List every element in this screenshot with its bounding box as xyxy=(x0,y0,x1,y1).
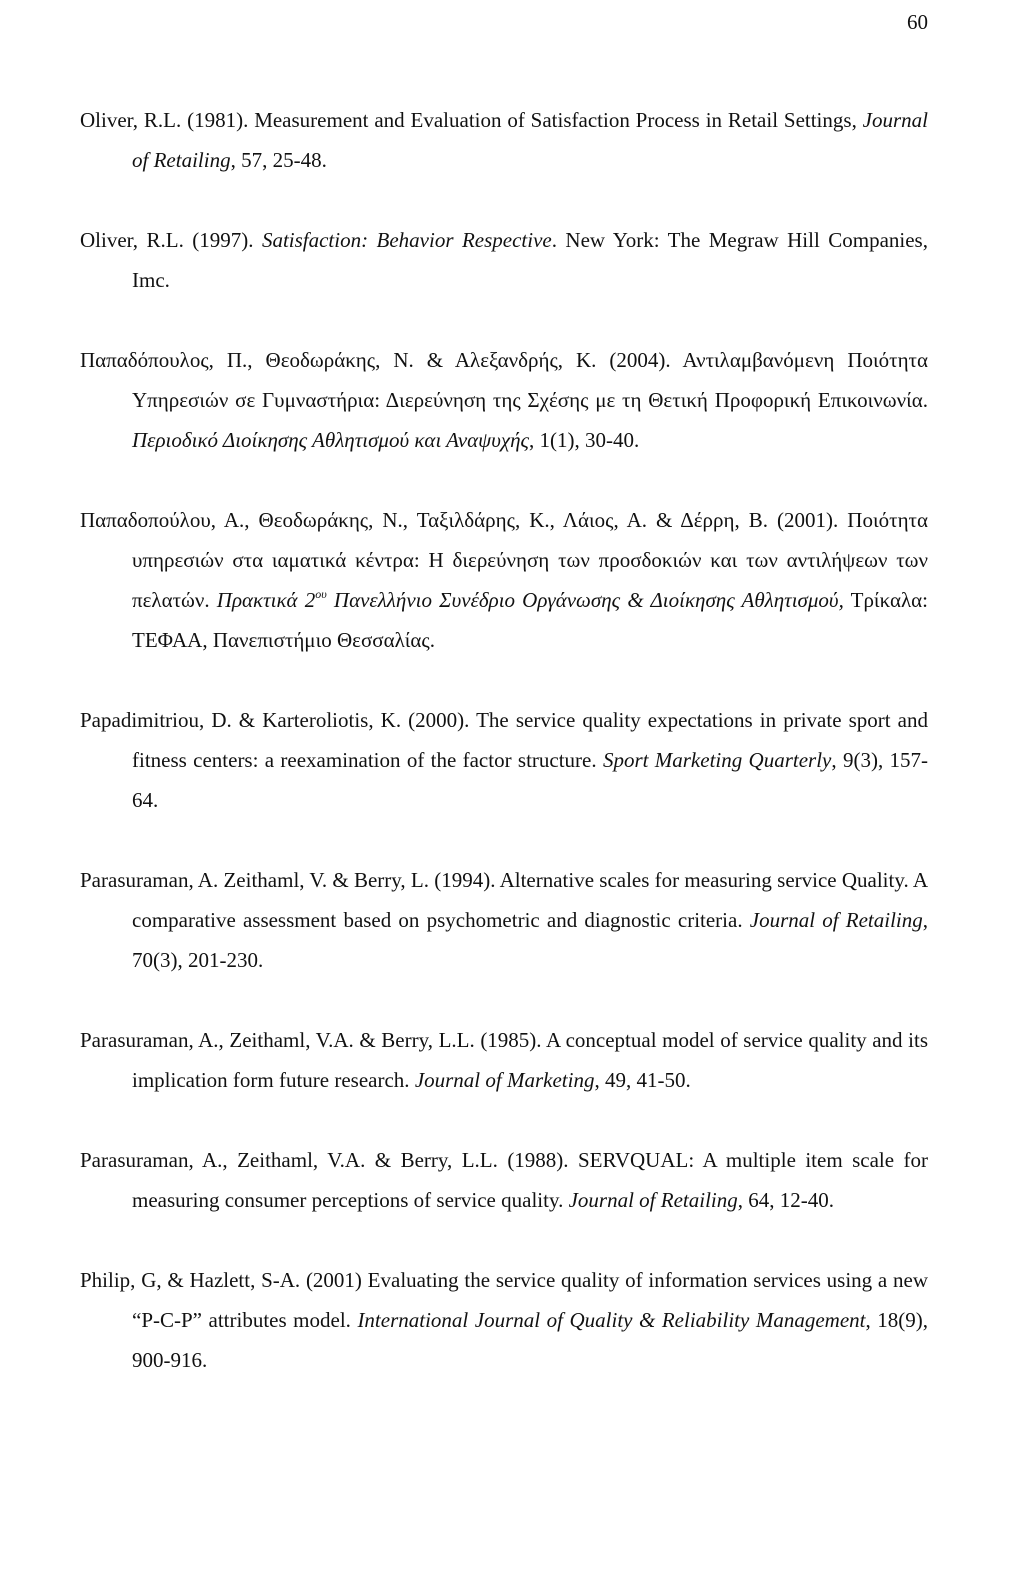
ref-text: Parasuraman, A., Zeithaml, V.A. & Berry, L.L. (1985). A conceptual model of service quality and its implication form future research. xyxy=(80,1028,928,1092)
reference-entry xyxy=(80,1140,928,1220)
ref-text: Παπαδόπουλος, Π., Θεοδωράκης, Ν. & Αλεξανδρής, Κ. (2004). Αντιλαμβανόμενη Ποιότητα Υπηρεσιών σε Γυμναστήρια: Διερεύνηση της Σχέσης με τη Θετική Προφορική Επικοινωνία. xyxy=(80,348,928,412)
ref-text: Τρίκαλα: ΤΕΦΑΑ, Πανεπιστήμιο Θεσσαλίας. xyxy=(132,588,928,652)
ref-journal: Journal of Retailing xyxy=(568,1188,738,1212)
ref-text: Oliver, R.L. (1997). xyxy=(80,228,262,252)
ref-journal: Journal of Marketing xyxy=(414,1068,595,1092)
ref-journal: International Journal of Quality & Reliability Management xyxy=(357,1308,866,1332)
page-number: 60 xyxy=(907,10,928,34)
ref-text: Oliver, R.L. (1981). Measurement and Evaluation of Satisfaction Process in Retail Settings, xyxy=(80,108,863,132)
ref-text: , 70(3), 201-230. xyxy=(132,908,928,972)
ref-text: Παπαδοπούλου, Α., Θεοδωράκης, Ν., Ταξιλδάρης, Κ., Λάιος, Α. & Δέρρη, Β. (2001). Ποιότητα υπηρεσιών στα ιαματικά κέντρα: Η διερεύνηση των προσδοκιών και των αντιλήψεων των πελατών. xyxy=(80,508,928,612)
reference-entry xyxy=(80,500,928,660)
ref-journal: Sport Marketing Quarterly xyxy=(602,748,832,772)
ref-text: Philip, G, & Hazlett, S-A. (2001) Evaluating the service quality of information services using a new “P-C-P” attributes model. xyxy=(80,1268,928,1332)
ref-text: Papadimitriou, D. & Karteroliotis, K. (2000). The service quality expectations in private sport and fitness centers: a reexamination of the factor structure. xyxy=(80,708,928,772)
ref-text: , 1(1), 30-40. xyxy=(529,428,640,452)
ref-title: Satisfaction: Behavior Respective xyxy=(261,228,552,252)
ref-superscript: ου xyxy=(315,587,327,601)
ref-journal: Journal of Retailing xyxy=(749,908,923,932)
reference-entry xyxy=(80,860,928,980)
ref-text: , 64, 12-40. xyxy=(737,1188,834,1212)
reference-entry xyxy=(80,100,928,180)
ref-text: , 18(9), 900-916. xyxy=(132,1308,928,1372)
ref-text: , 49, 41-50. xyxy=(594,1068,691,1092)
ref-text: , 9(3), 157-64. xyxy=(132,748,929,812)
ref-proceedings: Πρακτικά 2 xyxy=(216,588,316,612)
reference-entry xyxy=(80,1020,928,1100)
ref-text: . New York: The Megraw Hill Companies, Imc. xyxy=(132,228,928,292)
ref-proceedings: Πανελλήνιο Συνέδριο Οργάνωσης & Διοίκησης Αθλητισμού, xyxy=(326,588,844,612)
ref-journal: Journal of Retailing xyxy=(132,108,928,172)
reference-list xyxy=(80,100,928,1380)
ref-text: Parasuraman, A., Zeithaml, V.A. & Berry, L.L. (1988). SERVQUAL: A multiple item scale for measuring consumer perceptions of service quality. xyxy=(80,1148,928,1212)
ref-journal: Περιοδικό Διοίκησης Αθλητισμού και Αναψυχής xyxy=(132,428,530,452)
ref-text: Parasuraman, A. Zeithaml, V. & Berry, L. (1994). Alternative scales for measuring service Quality. A comparative assessment based on psychometric and diagnostic criteria. xyxy=(80,868,928,932)
ref-text: , 57, 25-48. xyxy=(230,148,327,172)
reference-entry xyxy=(80,340,928,460)
reference-entry xyxy=(80,220,928,300)
reference-entry xyxy=(80,700,928,820)
reference-entry xyxy=(80,1260,928,1380)
